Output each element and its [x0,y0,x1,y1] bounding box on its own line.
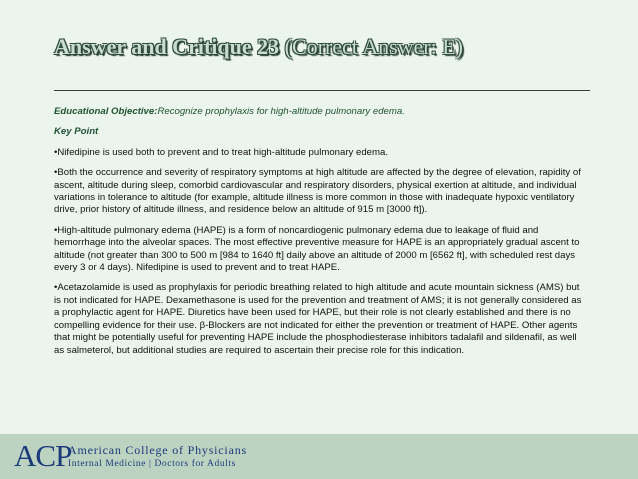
organization-name: American College of Physicians [68,443,247,457]
title-divider [54,90,590,91]
organization-tagline: Internal Medicine | Doctors for Adults [68,459,236,469]
key-point-heading: Key Point [54,126,99,138]
bullet-4: •Acetazolamide is used as prophylaxis for periodic breathing related to high altitude and acute mountain sickness (AMS) but is not indicated for HAPE. Dexamethasone is used for the prevention and treatment of AMS; it is not generally considered as a prophylactic agent for HAPE. Diuretics have been used for HAPE, but their role is not clearly established and there is no compelling evidence for their use. β-Blockers are not indicated for either the prevention or treatment of HAPE. Other agents that might be potentially useful for preventing HAPE include the phosphodiesterase inhibitors tadalafil and sildenafil, as well as salmeterol, but additional studies are required to ascertain their precise role for this indication. [54,282,582,356]
objective-text: Recognize prophylaxis for high-altitude pulmonary edema. [157,106,405,117]
slide-title-answer: (Correct Answer: E) [279,34,464,59]
acp-logo: ACP [14,438,72,473]
slide-body [54,106,588,365]
educational-objective [54,106,588,118]
footer-bar [0,434,638,479]
objective-label: Educational Objective: [54,106,158,117]
slide-title [54,34,463,60]
bullet-1: •Nifedipine is used both to prevent and to treat high-altitude pulmonary edema. [54,146,389,158]
bullet-2: •Both the occurrence and severity of respiratory symptoms at high altitude are affected by the degree of elevation, rapidity of ascent, altitude during sleep, comorbid cardiovascular and respiratory disorders, physical exertion at altitude, and individual variations in tolerance to altitude (for example, altitude illness is more common in those with inadequate hypoxic ventilatory drive, prior history of altitude illness, and residence below an altitude of 915 m [3000 ft]). [54,167,581,216]
bullet-3: •High-altitude pulmonary edema (HAPE) is a form of noncardiogenic pulmonary edema due to leakage of fluid and hemorrhage into the alveolar spaces. The most effective preventive measure for HAPE is an appropriately gradual ascent to altitude (not greater than 300 to 500 m [984 to 1640 ft] daily above an altitude of 2000 m [6562 ft], with scheduled rest days every 3 or 4 days). Nifedipine is used to prevent and to treat HAPE. [54,224,580,274]
slide-title-main: Answer and Critique 23 [54,34,280,59]
